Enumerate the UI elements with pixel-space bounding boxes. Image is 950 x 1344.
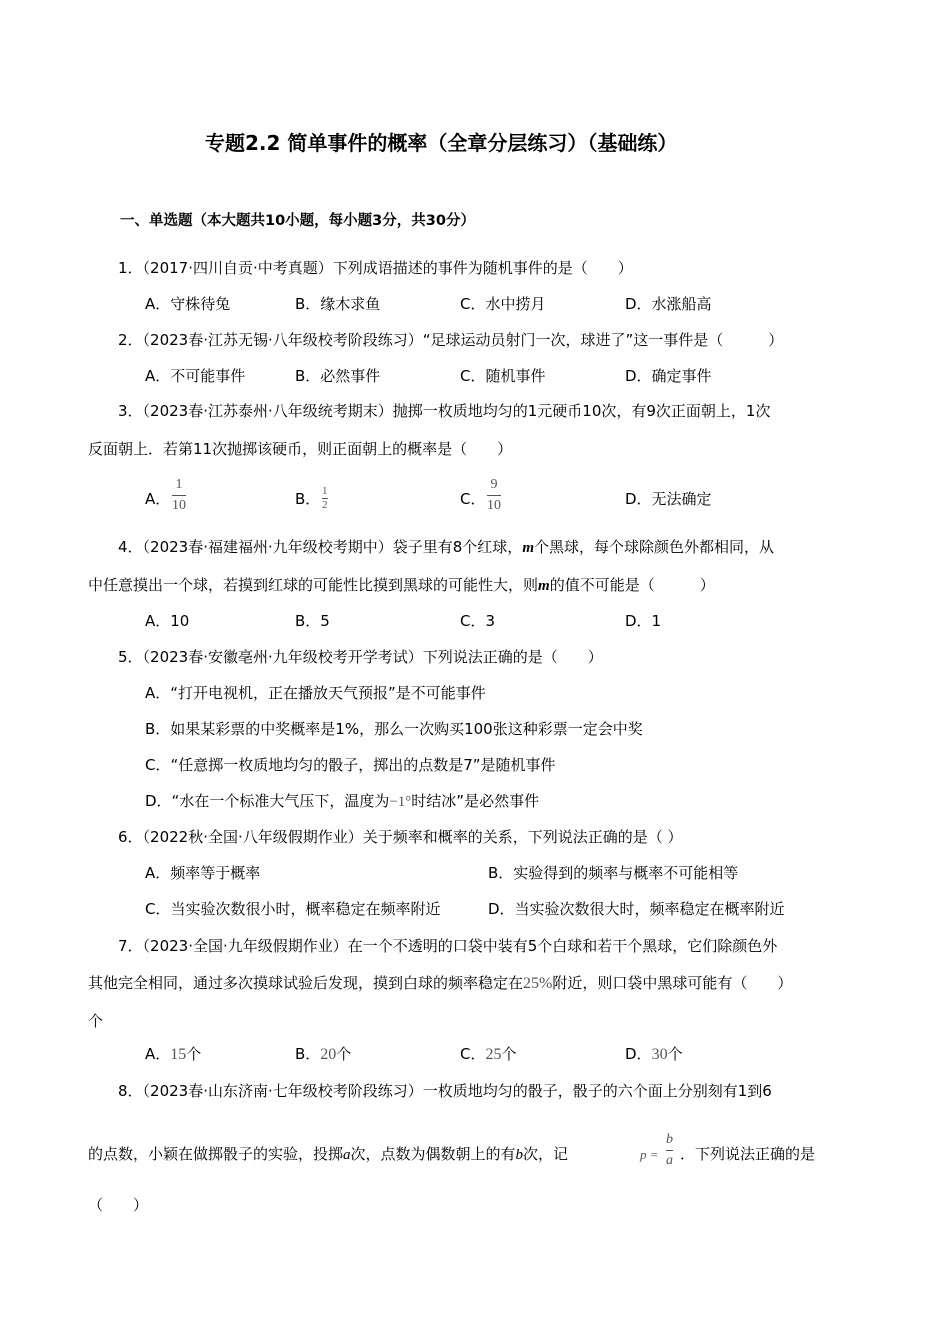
question-7-option-b-label: B． (295, 1045, 321, 1063)
question-6-option-b: B．实验得到的频率与概率不可能相等 (488, 864, 739, 882)
section-header: 一、单选题（本大题共10小题，每小题3分，共30分） (120, 213, 475, 229)
question-4-stem-part2: 个黑球，每个球除颜色外都相同，从 (533, 538, 774, 556)
question-3-option-d: D．无法确定 (625, 490, 712, 508)
question-7-option-d-value: 30 (651, 1046, 668, 1063)
question-3-option-c-fraction: 9 10 (487, 477, 501, 513)
question-8-var-b: b (515, 1147, 524, 1163)
question-2-option-a: A．不可能事件 (145, 367, 246, 385)
question-7-option-b (295, 1047, 351, 1063)
question-7-option-c (460, 1047, 517, 1063)
question-4-stem-part3: 中任意摸出一个球，若摸到红球的可能性比摸到黑球的可能性大，则 (88, 576, 539, 594)
question-7-percent: 25% (523, 975, 553, 992)
question-3-option-c-label: C． (460, 490, 486, 508)
question-8-stem-line2 (88, 1147, 568, 1163)
question-4-stem-line2 (88, 578, 715, 594)
question-4-option-a: A．10 (145, 612, 190, 630)
question-6-option-d: D．当实验次数很大时，频率稳定在概率附近 (488, 900, 785, 918)
question-8-var-a: a (343, 1147, 351, 1163)
question-5-stem: 5．（2023春·安徽亳州·九年级校考开学考试）下列说法正确的是（ ） (118, 648, 603, 666)
question-1-option-d: D．水涨船高 (625, 295, 712, 313)
question-6-option-c: C．当实验次数很小时，概率稳定在频率附近 (145, 900, 441, 918)
question-7-stem-part1: 其他完全相同，通过多次摸球试验后发现，摸到白球的频率稳定在 (88, 974, 524, 992)
question-4-option-d: D．1 (625, 612, 662, 630)
question-8-stem-line3: （ ） (88, 1196, 149, 1214)
question-7-option-d-label: D． (625, 1045, 652, 1063)
page-title: 专题2.2 简单事件的概率（全章分层练习）（基础练） (205, 131, 678, 155)
question-5-option-d-suffix: 时结冰”是必然事件 (411, 792, 540, 810)
question-5-option-c: C．“任意掷一枚质地均匀的骰子，掷出的点数是7”是随机事件 (145, 756, 556, 774)
question-3-stem-line1: 3．（2023春·江苏泰州·八年级统考期末）抛掷一枚质地均匀的1元硬币10次，有9次正面朝上，1次 (118, 402, 771, 420)
question-8-formula-fraction: b a (666, 1132, 673, 1168)
question-7-option-c-label: C． (460, 1045, 486, 1063)
question-1-option-a: A．守株待兔 (145, 295, 231, 313)
question-2-option-b: B．必然事件 (295, 367, 381, 385)
question-6-stem: 6．（2022秋·全国·八年级假期作业）关于频率和概率的关系，下列说法正确的是（ ） (118, 828, 683, 846)
question-5-option-d (145, 794, 539, 810)
question-5-option-d-text: D．“水在一个标准大气压下，温度为 (145, 792, 390, 810)
question-7-option-a-value: 15 (170, 1046, 187, 1063)
question-3-stem-line2: 反面朝上．若第11次抛掷该硬币，则正面朝上的概率是（ ） (88, 440, 513, 458)
question-7-option-b-value: 20 (320, 1046, 337, 1063)
question-7-stem-line2 (88, 976, 792, 992)
question-4-stem-part4: 的值不可能是（ ） (549, 576, 715, 594)
question-8-formula-p: p = (640, 1147, 659, 1162)
question-1-stem: 1．（2017·四川自贡·中考真题）下列成语描述的事件为随机事件的是（ ） (118, 259, 633, 277)
question-7-option-c-value: 25 (485, 1046, 502, 1063)
question-1-option-b: B．缘木求鱼 (295, 295, 381, 313)
question-4-stem-line1 (118, 540, 774, 556)
question-1-option-c: C．水中捞月 (460, 295, 546, 313)
question-7-option-b-unit: 个 (336, 1045, 352, 1063)
question-3-option-b-fraction: 1 2 (322, 485, 328, 511)
question-5-option-d-math: −1° (389, 794, 412, 810)
question-4-stem-part1: 4．（2023春·福建福州·九年级校考期中）袋子里有8个红球， (118, 538, 523, 556)
question-3-option-a-label: A． (145, 490, 171, 508)
question-6-option-a: A．频率等于概率 (145, 864, 261, 882)
question-4-var-m-2: m (538, 578, 550, 594)
question-3-option-b-label: B． (295, 490, 321, 508)
question-8-stem-part1: 的点数，小颖在做掷骰子的实验，投掷 (88, 1145, 344, 1163)
question-5-option-a: A．“打开电视机，正在播放天气预报”是不可能事件 (145, 684, 486, 702)
question-4-option-c: C．3 (460, 612, 496, 630)
question-3-option-a-fraction: 1 10 (172, 477, 186, 513)
question-7-option-a-label: A． (145, 1045, 171, 1063)
question-2-stem: 2．（2023春·江苏无锡·八年级校考阶段练习）“足球运动员射门一次，球进了”这一事件是（ ） (118, 331, 784, 349)
question-8-stem-part2: 次，点数为偶数朝上的有 (350, 1145, 516, 1163)
question-4-var-m: m (522, 540, 534, 556)
question-8-stem-part3: 次，记 (523, 1145, 569, 1163)
question-7-stem-part2: 附近，则口袋中黑球可能有（ ） (552, 974, 793, 992)
question-4-option-b: B．5 (295, 612, 330, 630)
question-2-option-d: D．确定事件 (625, 367, 712, 385)
question-7-option-a (145, 1047, 201, 1063)
question-7-option-c-unit: 个 (501, 1045, 517, 1063)
question-7-option-a-unit: 个 (186, 1045, 202, 1063)
question-8-stem-line2-end: ．下列说法正确的是 (680, 1145, 816, 1163)
question-5-option-b: B．如果某彩票的中奖概率是1%，那么一次购买100张这种彩票一定会中奖 (145, 720, 643, 738)
question-7-stem-line1: 7．（2023·全国·九年级假期作业）在一个不透明的口袋中装有5个白球和若干个黑球，它们除颜色外 (118, 937, 778, 955)
question-8-stem-line1: 8．（2023春·山东济南·七年级校考阶段练习）一枚质地均匀的骰子，骰子的六个面上分别刻有1到6 (118, 1082, 772, 1100)
question-7-option-d (625, 1047, 683, 1063)
question-2-option-c: C．随机事件 (460, 367, 546, 385)
question-7-option-d-unit: 个 (667, 1045, 683, 1063)
question-7-stem-line3: 个 (88, 1012, 104, 1030)
